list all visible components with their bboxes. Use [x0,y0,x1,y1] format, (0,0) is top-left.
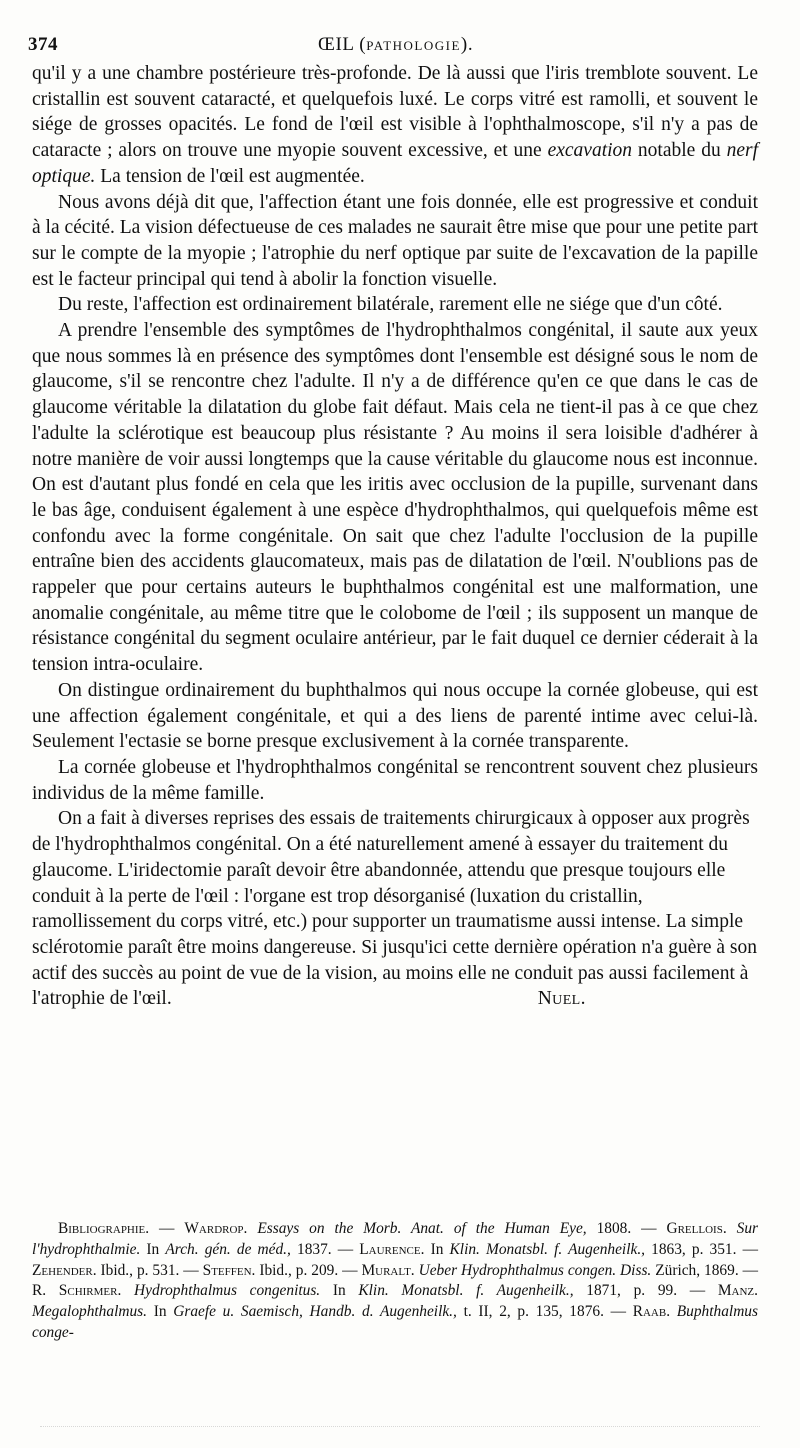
bibliography-entry: Laurence. [359,1240,425,1258]
bibliography-entry: Muralt. [361,1261,415,1279]
paragraph [32,755,758,806]
paragraph-text: Nous avons déjà dit que, l'affection étant une fois donnée, elle est progressive et conduit à la cécité. La vision défectueuse de ces malades ne saurait être mise que pour une petite part sur le compte de la myopie ; l'atrophie du nerf optique par suite de l'excavation de la papille est le facteur principal qui tend à abolir la fonction visuelle. [32,191,758,290]
paragraph-text: Du reste, l'affection est ordinairement bilatérale, rarement elle ne siége que d'un côté. [58,294,723,316]
body-text [32,61,758,1012]
running-title-paren-close: ). [460,34,474,55]
paragraph-text: La tension de l'œil est augmentée. [95,165,365,187]
bibliography-entry: 1808. — [586,1220,667,1237]
paragraph [32,292,758,318]
bibliography-entry: 1863, p. 351. — [645,1240,758,1258]
page-number: 374 [28,34,58,55]
bibliography-entry: Wardrop. [184,1220,248,1237]
paragraph-text: qu'il y a une chambre postérieure très-profonde. De là aussi que l'iris tremblote souvent. Le cristallin est souvent cataracté, et quelquefois luxé. Le corps vitré est ramolli, et souvent le siége de grosses opacités. Le fond de l'œil est visible à l'ophthalmoscope, s'il n'y a pas de cataracte ; alors on trouve une myopie souvent excessive, et une [32,63,758,162]
bibliography-entry: 1837. — [290,1240,360,1258]
bibliography-entry: 1871, p. 99. — [573,1282,718,1300]
bibliography-entry [727,1220,737,1237]
bibliography-entry: Sur l'hydrophthalmie. [32,1220,759,1258]
paragraph-text: On distingue ordinairement du buphthalmos qui nous occupe la cornée globeuse, qui est une affection également congénitale, et qui a des liens de parenté intime avec celui-là. Seulement l'ectasie se borne presque exclusivement à la cornée transparente. [32,679,758,753]
bibliography-entry: In [147,1303,174,1321]
running-title-paren-open: ( [353,34,367,55]
running-title [318,34,473,56]
bibliography-entry [121,1282,134,1299]
bibliography-entry: Manz. [717,1282,758,1300]
paragraph [32,318,758,678]
bibliography-entry: In [320,1282,359,1300]
bibliography-entry: Bibliographie. [58,1220,150,1237]
bibliography-entry: Klin. Monatsbl. f. Augenheilk., [358,1282,574,1300]
bibliography-entry: Zehender. [32,1261,97,1279]
bibliography [32,1219,758,1344]
running-header [28,34,766,62]
bibliography-entry: Essays on the Morb. Anat. of the Human Eye, [257,1220,587,1237]
bibliography-entry: Buphthalmus conge- [32,1303,758,1341]
paragraph [32,806,758,1012]
paragraph [32,190,758,293]
paragraph-text: On a fait à diverses reprises des essais de traitements chirurgicaux à opposer aux progrès de l'hydrophthalmos congénital. On a été naturellement amené à essayer du traitement du glaucome. L'iridectomie paraît devoir être abandonnée, attendu que presque toujours elle conduit à la perte de l'œil : l'organe est trop désorganisé (luxation du cristallin, ramollissement du corps vitré, etc.) pour supporter un traumatisme aussi intense. La simple sclérotomie paraît être moins dangereuse. Si jusqu'ici cette dernière opération n'a guère à son actif des succès au point de vue de la vision, au moins elle ne conduit pas aussi facilement à l'atrophie de l'œil. [32,808,758,1010]
bibliography-entry: Grellois. [666,1220,727,1237]
bibliography-entry: — [149,1220,185,1237]
running-title-subtitle: PATHOLOGIE [366,38,461,53]
bibliography-entry: Megalophthalmus. [32,1303,147,1321]
bibliography-entry: R. Schirmer. [32,1282,122,1300]
bibliography-entry: Graefe u. Saemisch, Handb. d. Augenheilk., [173,1303,457,1321]
paragraph [32,678,758,755]
bibliography-entry [670,1303,677,1320]
bibliography-entry: Hydrophthalmus congenitus. [134,1282,321,1300]
bibliography-entry: Raab. [632,1303,671,1321]
paragraph-text: La cornée globeuse et l'hydrophthalmos congénital se rencontrent souvent chez plusieurs individus de la même famille. [32,756,758,804]
paragraph-text: excavation [547,140,633,162]
paragraph-text: notable du [632,140,727,162]
paragraph [32,61,758,190]
paragraph-text: A prendre l'ensemble des symptômes de l'hydrophthalmos congénital, il saute aux yeux que nous sommes là en présence des symptômes dont l'ensemble est désigné sous le nom de glaucome, s'il se rencontre chez l'adulte. Il n'y a de différence qu'en ce que dans le cas de glaucome véritable la dilatation du globe fait défaut. Mais cela ne tient-il pas à ce que chez l'adulte la sclérotique est beaucoup plus résistante ? Au moins il sera loisible d'adhérer à notre manière de voir aussi longtemps que la cause véritable du glaucome nous est inconnue. On est d'autant plus fondé en cela que les iritis avec occlusion de la pupille, survenant dans le bas âge, conduisent également à une espèce d'hydrophthalmos, qui quelquefois même est confondu avec la forme congénitale. On sait que chez l'adulte l'occlusion de la pupille entraîne bien des accidents glaucomateux, mais pas de dilatation de l'œil. N'oublions pas de rappeler que pour certains auteurs le buphthalmos congénital est une malformation, une anomalie congénitale, au même titre que le colobome de l'œil ; ils supposent un manque de résistance congénital du segment oculaire antérieur, par le fait duquel ce dernier céderait à la tension intra-oculaire. [32,320,758,676]
bibliography-entry: Ibid., p. 531. — [96,1261,203,1279]
running-title-main: ŒIL [318,34,354,55]
page-bottom-edge [40,1426,760,1429]
bibliography-entry: In [140,1240,166,1258]
bibliography-entry: Arch. gén. de méd., [165,1240,291,1258]
bibliography-entry: Zürich, 1869. — [651,1261,758,1279]
paragraph-text: nerf optique. [32,140,758,187]
bibliography-entry [247,1220,257,1237]
bibliography-entry: Ibid., p. 209. — [255,1261,362,1279]
bibliography-entry: t. II, 2, p. 135, 1876. — [456,1303,633,1321]
bibliography-entry: Steffen. [202,1261,256,1279]
author-signature: Nuel. [537,988,586,1010]
bibliography-entry: Klin. Monatsbl. f. Augenheilk., [449,1240,646,1258]
bibliography-entry: In [424,1240,450,1258]
bibliography-entry: Ueber Hydrophthalmus congen. Diss. [418,1261,652,1279]
